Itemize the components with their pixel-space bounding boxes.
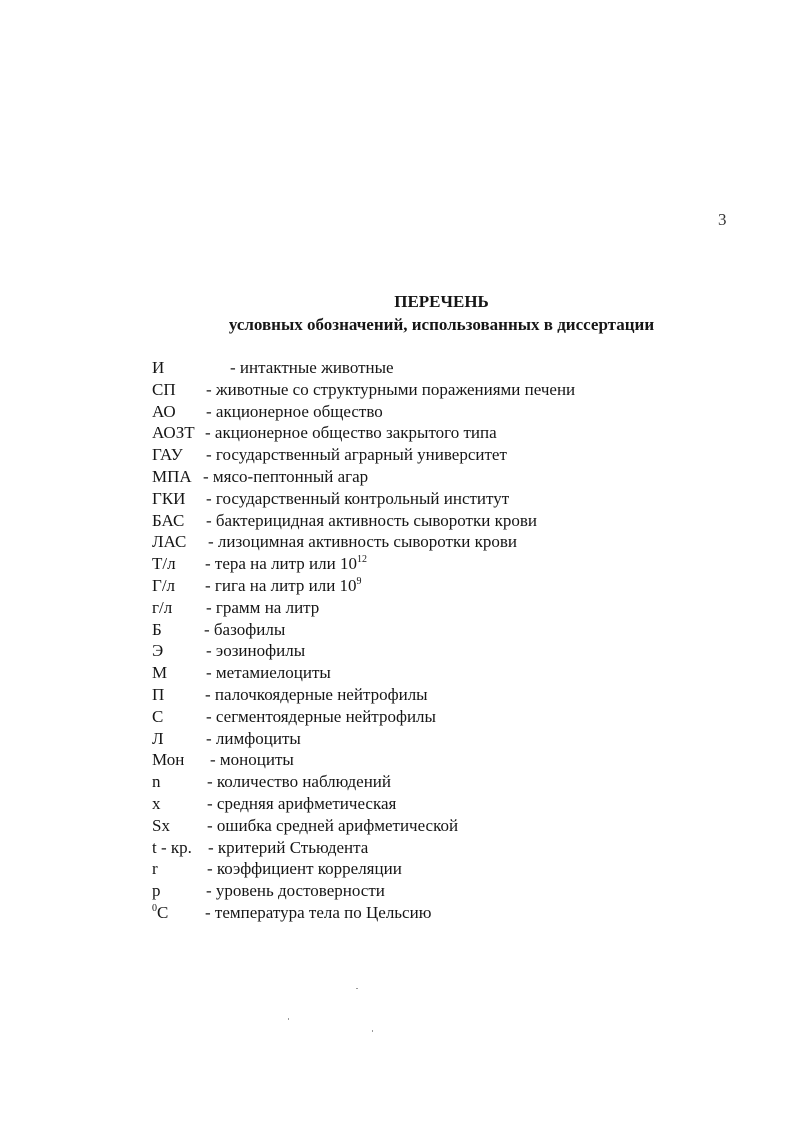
degree-mark: 0 [152, 902, 157, 914]
definition-text: - тера на литр или 10 [205, 554, 357, 574]
abbreviation-definition: - температура тела по Цельсию [205, 902, 432, 922]
abbreviation-term: x [152, 793, 161, 813]
abbreviation-definition: - государственный аграрный университет [206, 445, 507, 465]
abbreviation-definition: - метамиелоциты [206, 663, 331, 683]
abbreviation-definition: - интактные животные [230, 358, 394, 377]
abbreviation-definition: - животные со структурными поражениями печени [206, 379, 576, 399]
abbreviation-term: Т/л [152, 554, 176, 574]
abbreviation-term: ГКИ [152, 488, 186, 508]
abbreviation-definition: - грамм на литр [206, 597, 320, 617]
abbreviation-term: С [152, 706, 164, 726]
abbreviation-definition: - сегментоядерные нейтрофилы [206, 706, 436, 726]
abbreviation-term: Г/л [152, 575, 176, 595]
abbreviation-definition: - бактерицидная активность сыворотки крови [206, 510, 537, 530]
abbreviation-definition [205, 575, 362, 597]
abbreviation-term: Мон [152, 750, 185, 770]
abbreviation-definition: - палочкоядерные нейтрофилы [205, 684, 428, 704]
definition-text: - гига на литр или 10 [205, 575, 357, 595]
abbreviation-term: Б [152, 619, 162, 639]
abbreviation-term: АОЗТ [152, 423, 195, 443]
scan-speck [372, 1030, 373, 1032]
abbreviation-definition: - количество наблюдений [207, 772, 391, 792]
abbreviation-definition: - государственный контрольный институт [206, 488, 510, 508]
abbreviation-term: Э [152, 641, 164, 661]
page-number: 3 [718, 210, 727, 229]
abbreviation-term: Л [152, 728, 164, 748]
abbreviation-definition: - акционерное общество [206, 401, 383, 421]
abbreviation-definition: - мясо-пептонный агар [203, 466, 369, 486]
abbreviation-definition: - лимфоциты [206, 728, 301, 748]
abbreviation-definition: - средняя арифметическая [207, 793, 397, 813]
abbreviation-definition: - акционерное общество закрытого типа [205, 423, 497, 443]
abbreviation-term: БАС [152, 510, 185, 530]
abbreviation-definition: - лизоцимная активность сыворотки крови [208, 532, 517, 552]
abbreviation-term: ГАУ [152, 445, 183, 465]
abbreviation-definition: - моноциты [210, 750, 294, 770]
abbreviation-term: г/л [152, 597, 173, 617]
abbreviation-term: П [152, 684, 165, 704]
abbreviation-definition: - уровень достоверности [206, 881, 385, 901]
abbreviation-term: ЛАС [152, 532, 187, 552]
exponent: 9 [356, 575, 362, 587]
abbreviation-term: И [152, 358, 165, 377]
abbreviation-term: М [152, 663, 168, 683]
term-text: С [157, 902, 169, 922]
abbreviation-term: p [152, 881, 161, 901]
abbreviation-term: n [152, 772, 161, 792]
abbreviation-term [152, 902, 168, 927]
exponent: 12 [356, 554, 367, 566]
abbreviation-term: Sx [152, 815, 170, 835]
page-subtitle: условных обозначений, использованных в диссертации [228, 315, 655, 334]
page-title: ПЕРЕЧЕНЬ [394, 292, 489, 311]
abbreviation-term: МПА [152, 466, 192, 486]
abbreviation-definition: - коэффициент корреляции [207, 859, 402, 879]
abbreviation-definition [205, 553, 367, 575]
abbreviation-term: t - кр. [152, 837, 192, 857]
abbreviation-term: СП [152, 379, 176, 399]
abbreviation-term: АО [152, 401, 176, 421]
abbreviation-definition: - ошибка средней арифметической [207, 815, 459, 835]
abbreviation-definition: - эозинофилы [206, 641, 306, 661]
abbreviation-term: r [152, 859, 158, 879]
abbreviation-definition: - критерий Стьюдента [208, 837, 369, 857]
scan-speck [288, 1018, 289, 1020]
abbreviation-definition: - базофилы [204, 619, 286, 639]
scan-speck [356, 988, 358, 989]
